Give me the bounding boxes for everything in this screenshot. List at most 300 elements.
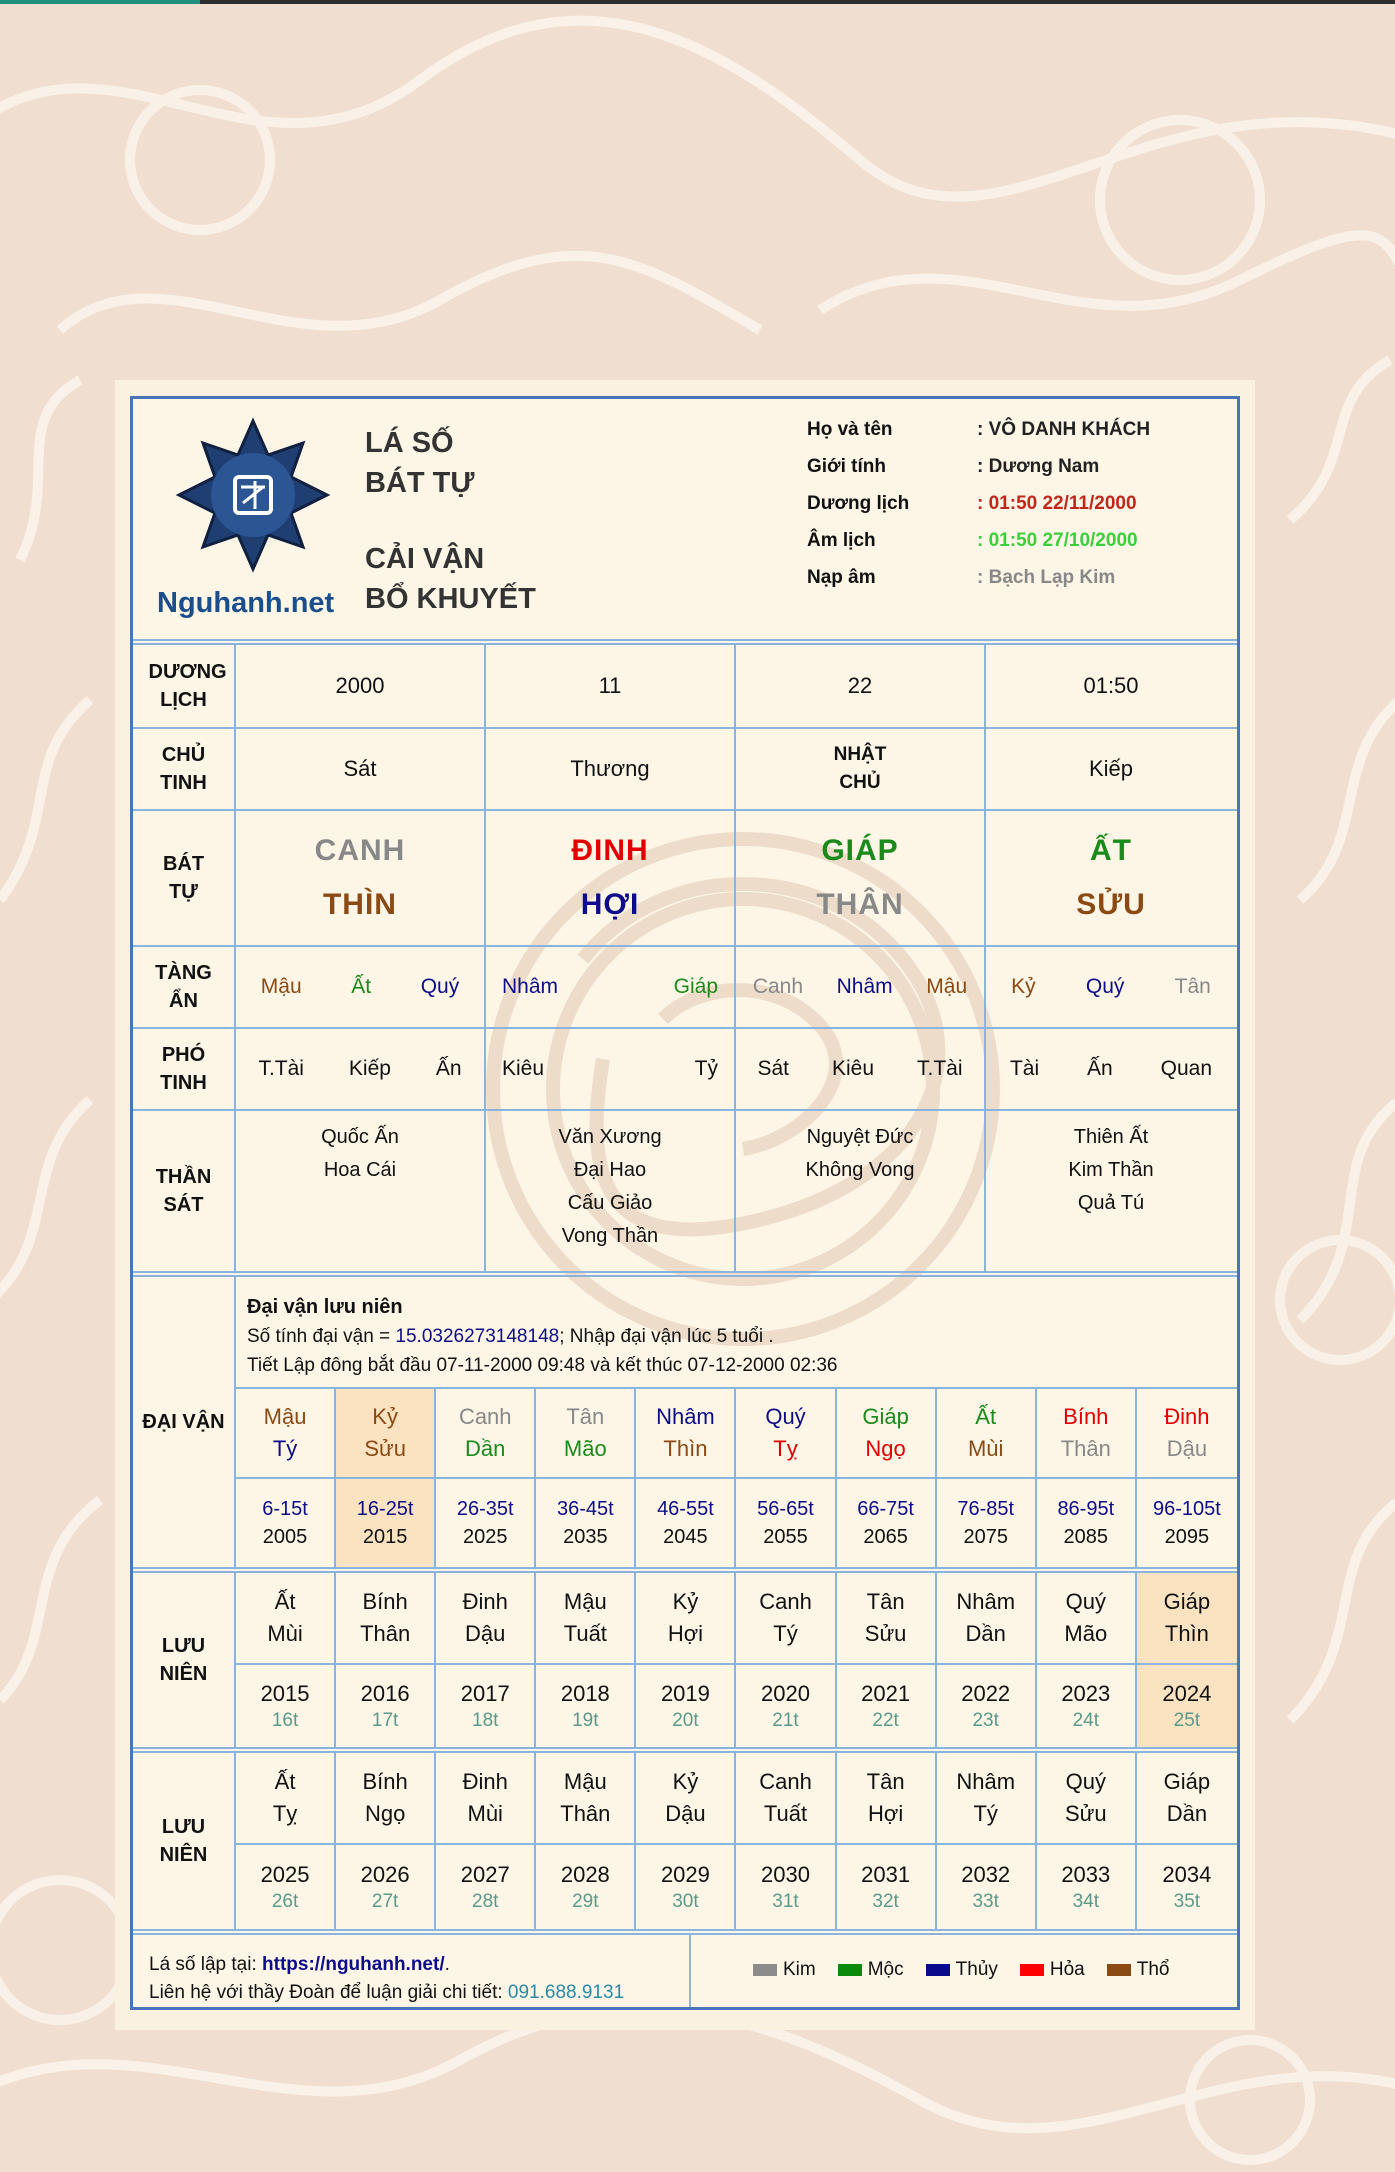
dai-van-pillar[interactable] (937, 1389, 1037, 1477)
footer-suffix: . (444, 1954, 450, 1975)
dai-van-branch: Ngọ (865, 1436, 906, 1461)
pillar-stack (816, 824, 903, 932)
luu-nien-branch: Hợi (868, 1801, 904, 1826)
dai-van-pillar[interactable] (736, 1389, 836, 1477)
pillar-month (486, 645, 736, 727)
heavenly-stem: ĐINH (571, 834, 649, 867)
pho-tinh-item: T.Tài (916, 1057, 963, 1080)
personal-info (807, 419, 1150, 604)
pho-tinh-cell (486, 1029, 736, 1109)
row-label (133, 729, 236, 809)
luu-nien-branch: Tý (973, 1801, 998, 1826)
dai-van-pillar[interactable] (436, 1389, 536, 1477)
info-label: Họ và tên (807, 419, 893, 440)
row-duong-lich (133, 645, 1237, 727)
footer-text (149, 1951, 624, 2007)
dai-van-pillar[interactable] (336, 1389, 436, 1477)
pillar-hour (986, 645, 1236, 727)
luu-nien-branch: Sửu (1064, 1801, 1107, 1826)
luu-nien-year-cell (1037, 1665, 1137, 1747)
dai-van-pillar[interactable] (1137, 1389, 1237, 1477)
number-suffix: ; Nhập đại vận lúc 5 tuổi . (559, 1326, 774, 1347)
dai-van-age: 86-95t (1057, 1498, 1115, 1520)
footer-prefix: Lá số lập tại: (149, 1954, 263, 1975)
dai-van-year: 2035 (563, 1526, 608, 1548)
luu-nien-stem: Mậu (563, 1769, 607, 1794)
cell (736, 729, 986, 809)
luu-nien-branch: Dậu (665, 1801, 706, 1826)
dai-van-period (536, 1479, 636, 1567)
info-value: : Dương Nam (977, 456, 1100, 477)
dai-van-stem: Kỷ (372, 1404, 398, 1429)
dai-van-info (247, 1293, 838, 1380)
luu-nien-pillar[interactable] (436, 1573, 536, 1663)
luu-nien-year: 2026 (360, 1862, 410, 1887)
pho-tinh-item: T.Tài (258, 1057, 304, 1080)
luu-nien-pillar[interactable] (736, 1753, 836, 1843)
than-sat-item: Hoa Cái (323, 1159, 397, 1181)
row-label-text: BÁT TỰ (162, 853, 205, 903)
hidden-stem: Ất (351, 975, 372, 998)
luu-nien-age: 27t (371, 1891, 399, 1912)
luu-nien-year: 2020 (761, 1681, 810, 1706)
luu-nien-stem: Ất (274, 1769, 296, 1794)
title-line-3: CẢI VẬN (365, 543, 485, 575)
luu-nien-age: 23t (972, 1710, 999, 1731)
dai-van-branch: Mão (563, 1436, 607, 1461)
hidden-stems-cell (986, 947, 1236, 1027)
row-tang-an (133, 947, 1237, 1027)
dai-van-number-line (247, 1322, 838, 1351)
luu-nien-year-cell (1037, 1845, 1137, 1929)
title-line-1: LÁ SỐ (365, 427, 454, 459)
info-label: Giới tính (807, 456, 886, 477)
hidden-stems-cell (736, 947, 986, 1027)
legend-item (926, 1959, 998, 1981)
luu-nien-age: 33t (972, 1891, 999, 1912)
row-label-text: TÀNG ẨN (155, 962, 212, 1012)
luu-nien-year-cell (736, 1845, 836, 1929)
dai-van-number: 15.0326273148148 (395, 1326, 560, 1347)
luu-nien-year-cell (336, 1845, 436, 1929)
hidden-stem: Mậu (260, 975, 302, 998)
hidden-stems (486, 975, 734, 999)
than-sat-item: Đại Hao (573, 1159, 647, 1181)
dai-van-year: 2075 (963, 1526, 1008, 1548)
luu-nien-year: 2034 (1162, 1862, 1212, 1887)
row-pho-tinh (133, 1029, 1237, 1109)
luu-nien-age: 19t (572, 1710, 599, 1731)
pho-tinh-list (486, 1057, 734, 1081)
luu-nien-pillar[interactable] (336, 1573, 436, 1663)
dai-van-branch: Tỵ (773, 1436, 798, 1461)
luu-nien-year: 2029 (660, 1862, 710, 1887)
luu-nien-year-cell (937, 1665, 1037, 1747)
luu-nien-branch: Thìn (1164, 1621, 1209, 1646)
info-row (807, 419, 1150, 456)
luu-nien-stem: Mậu (563, 1589, 607, 1614)
legend-label: Thổ (1136, 1959, 1170, 1980)
luu-nien-year-cell (1137, 1665, 1237, 1747)
footer-line-1 (149, 1951, 624, 1979)
luu-nien-stem: Kỷ (672, 1769, 699, 1794)
cell (486, 729, 736, 809)
dai-van-age: 56-65t (757, 1498, 814, 1520)
earthly-branch: THÂN (816, 888, 904, 921)
dai-van-stem: Mậu (263, 1404, 307, 1429)
dai-van-year: 2005 (262, 1526, 308, 1548)
luu-nien-year-cell (236, 1845, 336, 1929)
chart-header (133, 399, 1237, 639)
row-label-text: LƯU NIÊN (159, 1816, 208, 1866)
luu-nien-pillar[interactable] (937, 1753, 1037, 1843)
pho-tinh-cell (986, 1029, 1236, 1109)
dai-van-stem: Giáp (862, 1404, 909, 1429)
info-row (807, 530, 1150, 567)
hidden-stem: Nhâm (836, 975, 893, 998)
than-sat-list (1068, 1111, 1153, 1220)
luu-nien-pillar[interactable] (1037, 1753, 1137, 1843)
dai-van-period (436, 1479, 536, 1567)
luu-nien-stem: Ất (274, 1589, 296, 1614)
luu-nien-age: 35t (1173, 1891, 1201, 1912)
than-sat-cell (986, 1111, 1236, 1271)
luu-nien-year: 2030 (761, 1862, 810, 1887)
pho-tinh-item: Ấn (1087, 1057, 1113, 1080)
luu-nien-stem: Tân (866, 1589, 905, 1614)
than-sat-list (321, 1111, 399, 1187)
than-sat-item: Quốc Ấn (321, 1126, 399, 1148)
legend-swatch (1020, 1964, 1044, 1976)
legend-swatch (753, 1964, 777, 1976)
hidden-stems-cell (486, 947, 736, 1027)
info-value: : 01:50 27/10/2000 (977, 530, 1138, 551)
dai-van-period (1137, 1479, 1237, 1567)
than-sat-item: Cấu Giảo (567, 1192, 653, 1214)
row-than-sat (133, 1111, 1237, 1271)
luu-nien-year: 2031 (861, 1862, 911, 1887)
cell (986, 729, 1236, 809)
dai-van-age: 26-35t (456, 1498, 514, 1520)
dai-van-period (837, 1479, 937, 1567)
than-sat-list (806, 1111, 915, 1187)
row-label (133, 645, 236, 727)
hidden-stems (236, 975, 484, 999)
pho-tinh-item: Kiêu (831, 1057, 875, 1080)
site-link[interactable]: https://nguhanh.net/ (262, 1954, 445, 1975)
luu-nien-stem: Quý (1065, 1589, 1106, 1614)
luu-nien-year-cell (336, 1665, 436, 1747)
luu-nien-pillar[interactable] (236, 1753, 336, 1843)
pho-tinh-item: Kiêu (502, 1057, 545, 1080)
row-label-text: THẦN SÁT (155, 1166, 212, 1216)
earthly-branch: HỢI (580, 888, 640, 921)
luu-nien-year: 2028 (560, 1862, 610, 1887)
luu-nien-pillar[interactable] (536, 1753, 636, 1843)
dai-van-label: ĐẠI VẬN (133, 1277, 236, 1567)
luu-nien-year-cell (837, 1665, 937, 1747)
luu-nien-branch: Thân (560, 1801, 611, 1826)
luu-nien-year-cell (436, 1665, 536, 1747)
title-line-2: BÁT TỰ (365, 467, 475, 499)
row-label (133, 1111, 236, 1271)
luu-nien-age: 32t (872, 1891, 899, 1912)
luu-nien-pillar[interactable] (236, 1573, 336, 1663)
than-sat-cell (486, 1111, 736, 1271)
luu-nien-year-cell (636, 1845, 736, 1929)
hidden-stem: Mậu (926, 975, 968, 998)
luu-nien-year-cell (937, 1845, 1037, 1929)
pillar-cell (236, 811, 486, 945)
pillar-stack (571, 824, 648, 932)
row-label (133, 811, 236, 945)
hidden-stems (986, 975, 1236, 999)
luu-nien-branch: Hợi (667, 1621, 704, 1646)
heavenly-stem: CANH (314, 834, 406, 867)
luu-nien-stem: Nhâm (956, 1769, 1016, 1794)
dai-van-year: 2045 (663, 1526, 708, 1548)
luu-nien-pillar[interactable] (636, 1573, 736, 1663)
legend-label: Thủy (955, 1959, 998, 1980)
luu-nien-age: 25t (1173, 1710, 1201, 1731)
dai-van-pillar[interactable] (236, 1389, 336, 1477)
luu-nien-branch: Tý (773, 1621, 798, 1646)
luu-nien-year: 2015 (260, 1681, 310, 1706)
luu-nien-branch: Tuất (563, 1621, 607, 1646)
row-label-text: LƯU NIÊN (159, 1635, 208, 1685)
luu-nien-year: 2033 (1061, 1862, 1111, 1887)
row-chu-tinh (133, 729, 1237, 809)
luu-nien-age: 17t (371, 1710, 399, 1731)
pillar-cell (486, 811, 736, 945)
hidden-stem: Quý (420, 975, 460, 998)
hidden-stems-cell (236, 947, 486, 1027)
luu-nien-stem: Giáp (1163, 1589, 1211, 1614)
than-sat-item: Nguyệt Đức (806, 1126, 914, 1148)
dai-van-age: 46-55t (657, 1498, 714, 1520)
dai-van-period (937, 1479, 1037, 1567)
than-sat-item: Quả Tú (1077, 1192, 1145, 1214)
dai-van-pillar[interactable] (536, 1389, 636, 1477)
pho-tinh-item: Sát (757, 1057, 790, 1080)
dai-van-pillar[interactable] (1037, 1389, 1137, 1477)
hidden-stem: Canh (752, 975, 804, 998)
row-label (133, 1573, 236, 1747)
luu-nien-year: 2023 (1061, 1681, 1111, 1706)
legend-item (1107, 1959, 1170, 1981)
info-row (807, 456, 1150, 493)
contact-prefix: Liên hệ với thầy Đoàn để luận giải chi tiết: (149, 1982, 508, 2003)
info-value: : 01:50 22/11/2000 (977, 493, 1137, 514)
info-label: Âm lịch (807, 530, 876, 551)
than-sat-item: Thiên Ất (1073, 1126, 1149, 1148)
dai-van-stem: Đinh (1164, 1404, 1210, 1429)
earthly-branch: THÌN (322, 888, 397, 921)
dai-van-branch: Mùi (967, 1436, 1004, 1461)
number-prefix: Số tính đại vận = (247, 1326, 396, 1347)
luu-nien-stem: Canh (759, 1589, 812, 1614)
pho-tinh-item: Tài (1009, 1057, 1040, 1080)
luu-nien-year: 2024 (1162, 1681, 1212, 1706)
dai-van-stem: Ất (975, 1404, 997, 1429)
site-name[interactable]: Nguhanh.net (157, 587, 335, 619)
legend-item (838, 1959, 904, 1981)
row-label (133, 1029, 236, 1109)
luu-nien-year-cell (636, 1665, 736, 1747)
luu-nien-pillar[interactable] (937, 1573, 1037, 1663)
luu-nien-year-cell (236, 1665, 336, 1747)
luu-nien-branch: Mùi (267, 1621, 303, 1646)
hidden-stem: Quý (1085, 975, 1125, 998)
info-label: Nạp âm (807, 567, 876, 588)
dai-van-year: 2025 (462, 1526, 508, 1548)
luu-nien-pillar[interactable] (1037, 1573, 1137, 1663)
pillar-cell (986, 811, 1236, 945)
cell-value: Thương (570, 756, 650, 781)
luu-nien-year: 2016 (360, 1681, 410, 1706)
luu-nien-stem: Giáp (1163, 1769, 1211, 1794)
row-label (133, 947, 236, 1027)
dai-van-age: 16-25t (356, 1498, 414, 1520)
dai-van-branch: Tý (272, 1436, 298, 1461)
luu-nien-pillar[interactable] (1137, 1753, 1237, 1843)
chart-card (130, 396, 1240, 2010)
info-value: : VÔ DANH KHÁCH (977, 419, 1151, 440)
luu-nien-stem: Quý (1065, 1769, 1106, 1794)
dai-van-period (1037, 1479, 1137, 1567)
luu-nien-pillar[interactable] (536, 1573, 636, 1663)
luu-nien-age: 24t (1072, 1710, 1099, 1731)
luu-nien-year-cell (436, 1845, 536, 1929)
luu-nien-year: 2022 (961, 1681, 1011, 1706)
luu-nien-stem: Đinh (462, 1769, 508, 1794)
element-legend (753, 1959, 1170, 1981)
than-sat-cell (736, 1111, 986, 1271)
dai-van-branch: Thân (1060, 1436, 1111, 1461)
luu-nien-pillar[interactable] (336, 1753, 436, 1843)
legend-label: Hỏa (1049, 1959, 1085, 1980)
dai-van-period (636, 1479, 736, 1567)
luu-nien-age: 18t (472, 1710, 499, 1731)
legend-item (1020, 1959, 1085, 1981)
pho-tinh-item: Ấn (435, 1057, 462, 1080)
dai-van-period (236, 1479, 336, 1567)
luu-nien-year: 2017 (460, 1681, 510, 1706)
pho-tinh-item: Tỷ (694, 1057, 718, 1080)
row-label-text: CHỦ TINH (160, 744, 207, 794)
cell-value: 11 (598, 673, 622, 698)
luu-nien-branch: Mão (1064, 1621, 1108, 1646)
dai-van-stem: Quý (765, 1404, 806, 1429)
luu-nien-year: 2018 (560, 1681, 610, 1706)
luu-nien-stem: Tân (866, 1769, 905, 1794)
luu-nien-pillar[interactable] (736, 1573, 836, 1663)
luu-nien-age: 30t (672, 1891, 699, 1912)
luu-nien-branch: Tuất (763, 1801, 808, 1826)
dai-van-branch: Sửu (364, 1436, 406, 1461)
luu-nien-branch: Dậu (465, 1621, 506, 1646)
luu-nien-stem: Bính (362, 1769, 408, 1794)
luu-nien-branch: Sửu (864, 1621, 907, 1646)
chart-footer (133, 1935, 1237, 2007)
row-bat-tu (133, 811, 1237, 945)
luu-nien-age: 22t (872, 1710, 899, 1731)
luu-nien-age: 16t (271, 1710, 299, 1731)
cell-value: Kiếp (1088, 756, 1134, 781)
hidden-stem: Giáp (673, 975, 718, 998)
heavenly-stem: ẤT (1090, 834, 1132, 867)
heavenly-stem: GIÁP (821, 834, 899, 867)
dai-van-year: 2095 (1164, 1526, 1210, 1548)
than-sat-list (558, 1111, 661, 1253)
luu-nien-year: 2019 (660, 1681, 710, 1706)
luu-nien-pillar[interactable] (837, 1753, 937, 1843)
dai-van-period (736, 1479, 836, 1567)
phone-link[interactable]: 091.688.9131 (507, 1982, 625, 2003)
info-row (807, 493, 1150, 530)
pillar-day (736, 645, 986, 727)
luu-nien-pillar[interactable] (1137, 1573, 1237, 1663)
nhat-chu-label: NHẬT CHỦ (833, 744, 887, 793)
luu-nien-age: 28t (472, 1891, 499, 1912)
dai-van-section (133, 1277, 1237, 1567)
than-sat-item: Không Vong (805, 1159, 915, 1181)
hidden-stem: Tân (1174, 975, 1211, 998)
pho-tinh-cell (236, 1029, 486, 1109)
dai-van-pillar[interactable] (837, 1389, 937, 1477)
luu-nien-pillar[interactable] (837, 1573, 937, 1663)
luu-nien-branch: Dần (965, 1621, 1006, 1646)
luu-nien-age: 31t (772, 1891, 799, 1912)
luu-nien-year-cell (736, 1665, 836, 1747)
legend-swatch (926, 1964, 950, 1976)
dai-van-period (336, 1479, 436, 1567)
pho-tinh-item: Quan (1160, 1057, 1213, 1080)
luu-nien-age: 26t (271, 1891, 299, 1912)
luu-nien-year-cell (837, 1845, 937, 1929)
dai-van-branch: Thìn (663, 1436, 708, 1461)
pillar-cell (736, 811, 986, 945)
luu-nien-pillar[interactable] (436, 1753, 536, 1843)
dai-van-year: 2055 (763, 1526, 808, 1548)
than-sat-item: Vong Thần (561, 1225, 659, 1247)
luu-nien-year: 2025 (260, 1862, 310, 1887)
luu-nien-stem: Kỷ (672, 1589, 699, 1614)
luu-nien-branch: Mùi (467, 1801, 503, 1826)
dai-van-pillar[interactable] (636, 1389, 736, 1477)
luu-nien-branch: Thân (360, 1621, 411, 1646)
than-sat-item: Văn Xương (558, 1126, 662, 1148)
luu-nien-pillar[interactable] (636, 1753, 736, 1843)
footer-line-2 (149, 1979, 624, 2007)
luu-nien-branch: Ngọ (364, 1801, 406, 1826)
cell-value: 01:50 (1083, 673, 1139, 698)
legend-item (753, 1959, 816, 1981)
legend-swatch (838, 1964, 862, 1976)
legend-swatch (1107, 1964, 1131, 1976)
luu-nien-year: 2032 (961, 1862, 1011, 1887)
luu-nien-age: 34t (1072, 1891, 1099, 1912)
info-value: : Bạch Lạp Kim (977, 567, 1116, 588)
dai-van-stem: Tân (566, 1404, 605, 1429)
pho-tinh-cell (736, 1029, 986, 1109)
row-label-text: PHÓ TINH (160, 1044, 207, 1094)
star-logo-icon[interactable] (173, 415, 333, 575)
row-label-text: DƯƠNG LỊCH (148, 661, 227, 711)
dai-van-stem: Nhâm (656, 1404, 715, 1429)
pho-tinh-list (736, 1057, 984, 1081)
info-label: Dương lịch (807, 493, 910, 514)
